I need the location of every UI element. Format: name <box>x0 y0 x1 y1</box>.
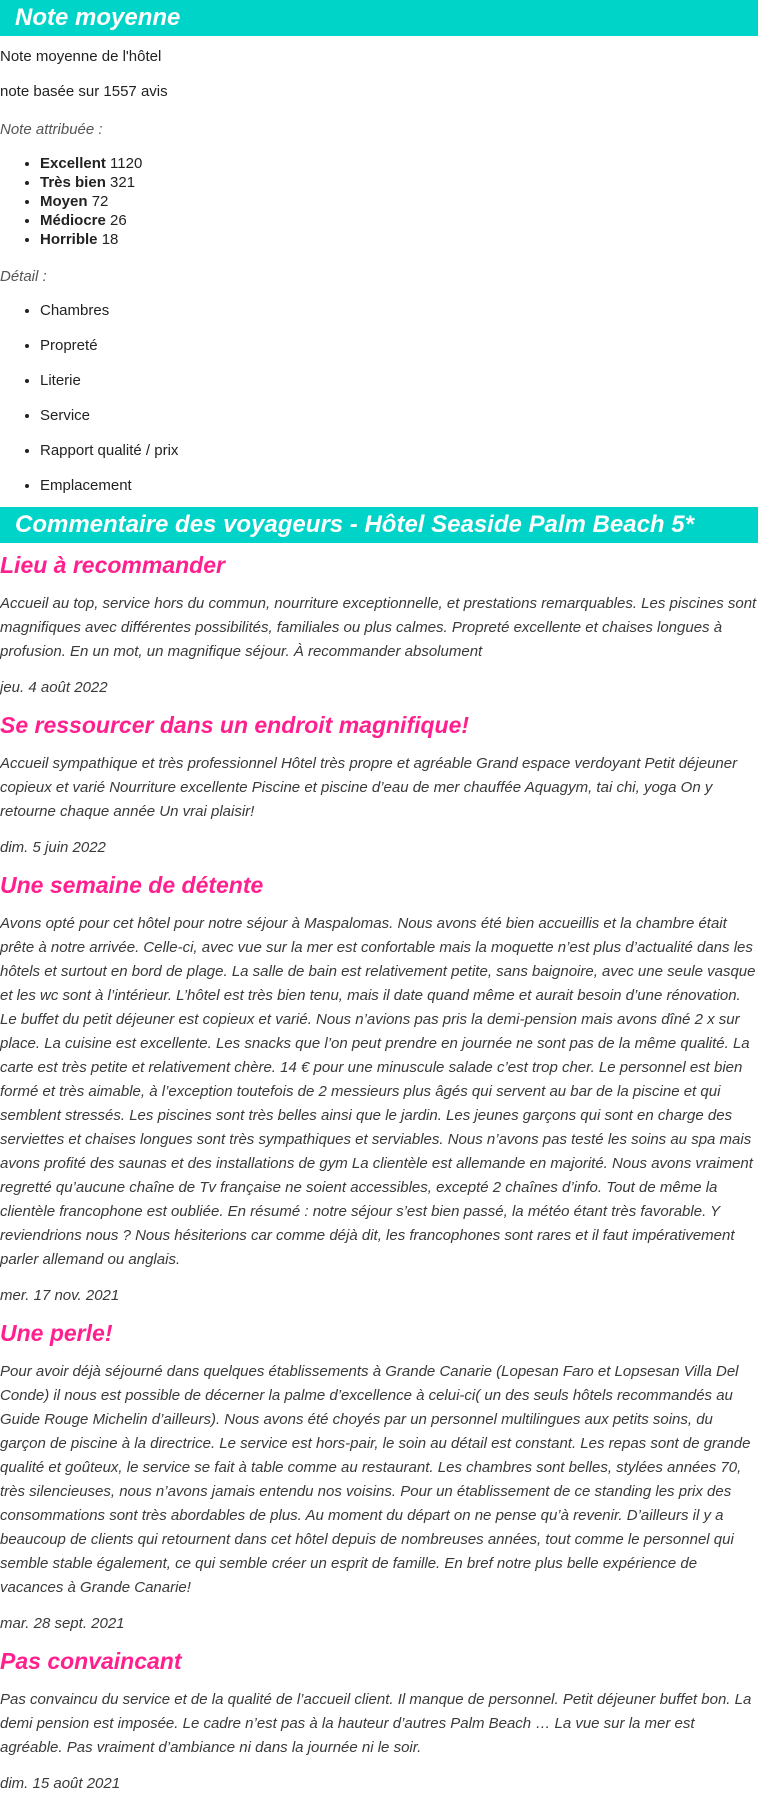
review-date: dim. 5 juin 2022 <box>0 839 106 856</box>
detail-item-chambres: • Chambres <box>40 301 758 321</box>
detail-item-service: • Service <box>40 406 758 426</box>
review <box>0 1318 758 1634</box>
review <box>0 1646 758 1794</box>
review-title: Se ressourcer dans un endroit magnifique! <box>0 712 470 738</box>
rating-label: Horrible <box>40 231 98 248</box>
review-body: Accueil sympathique et très professionnel Hôtel très propre et agréable Grand espace verdoyant Petit déjeuner copieux et varié Nourriture excellente Piscine et piscine d’eau de mer chauffée Aquagym, tai chi, yoga On y retourne chaque année Un vrai plaisir! <box>0 755 738 820</box>
review-body: Pas convaincu du service et de la qualité de l’accueil client. Il manque de personnel. Petit déjeuner buffet bon. La demi pension est imposée. Le cadre n’est pas à la hauteur d’autres Palm Beach … La vue sur la mer est agréable. Pas vraiment d’ambiance ni dans la journée ni le soir. <box>0 1691 752 1756</box>
review-title: Une perle! <box>0 1320 113 1346</box>
review-date: jeu. 4 août 2022 <box>0 679 108 696</box>
ratings-list <box>0 154 758 249</box>
rating-item-mediocre <box>40 211 758 230</box>
rating-count: 321 <box>110 174 136 191</box>
review-title: Lieu à recommander <box>0 552 225 578</box>
rating-label: Excellent <box>40 155 106 172</box>
rating-count: 18 <box>101 231 119 248</box>
review-body: Accueil au top, service hors du commun, nourriture exceptionnelle, et prestations remarquables. Les piscines sont magnifiques avec différentes possibilités, familiales ou plus calmes. Propreté excellente et chaises longues à profusion. En un mot, un magnifique séjour. À recommander absolument <box>0 595 757 660</box>
review-date: dim. 15 août 2021 <box>0 1775 121 1792</box>
rating-label: Très bien <box>40 174 106 191</box>
rating-basis: note basée sur 1557 avis <box>0 83 168 100</box>
rating-label: Médiocre <box>40 212 106 229</box>
review-body: Pour avoir déjà séjourné dans quelques établissements à Grande Canarie (Lopesan Faro et Lopsesan Villa Del Conde) il nous est possible de décerner la palme d’excellence à celui-ci( un des seuls hôtels recommandés au Guide Rouge Michelin d’ailleurs). Nous avons été choyés par un personnel multilingues aux petits soins, du garçon de piscine à la directrice. Le service est hors-pair, le soin au détail est constant. Les repas sont de grande qualité et goûteux, le service se fait à table comme au restaurant. Les chambres sont belles, stylées années 70, très silencieuses, nous n’avons jamais entendu nos voisins. Pour un établissement de ce standing les prix des consommations sont très abordables de plus. Au moment du départ on ne pense qu’à revenir. D’ailleurs il y a beaucoup de clients qui retournent dans cet hôtel depuis de nombreuses années, tout comme le personnel qui semble stable également, ce qui semble créer un esprit de famille. En bref notre plus belle expérience de vacances à Grande Canarie! <box>0 1363 751 1596</box>
reviews-section-header: Commentaire des voyageurs - Hôtel Seaside Palm Beach 5* <box>0 507 758 543</box>
rating-label: Moyen <box>40 193 88 210</box>
rating-count: 72 <box>91 193 109 210</box>
detail-item-literie: • Literie <box>40 371 758 391</box>
review <box>0 870 758 1306</box>
rating-section-header: Note moyenne <box>0 0 758 36</box>
review-date: mar. 28 sept. 2021 <box>0 1615 125 1632</box>
review-title: Pas convaincant <box>0 1648 182 1674</box>
rating-count: 26 <box>110 212 127 229</box>
detail-item-proprete: • Propreté <box>40 336 758 356</box>
rating-item-tres-bien <box>40 173 758 192</box>
review-date: mer. 17 nov. 2021 <box>0 1287 120 1304</box>
detail-item-rapport-qualite-prix: • Rapport qualité / prix <box>40 441 758 461</box>
rating-subtitle: Note moyenne de l'hôtel <box>0 48 162 65</box>
rating-item-moyen <box>40 192 758 211</box>
review-body: Avons opté pour cet hôtel pour notre séjour à Maspalomas. Nous avons été bien accueillis et la chambre était prête à notre arrivée. Celle-ci, avec vue sur la mer est confortable mais la moquette n’est plus d’actualité dans les hôtels et surtout en bord de plage. La salle de bain est relativement petite, sans baignoire, avec une seule vasque et les wc sont à l’intérieur. L’hôtel est très bien tenu, mais il date quand même et aurait besoin d’une rénovation. Le buffet du petit déjeuner est copieux et varié. Nous n’avions pas pris la demi-pension mais avons dîné 2 x sur place. La cuisine est excellente. Les snacks que l’on peut prendre en journée ne sont pas de la même qualité. La carte est très petite et relativement chère. 14 € pour une minuscule salade c’est trop cher. Le personnel est bien formé et très aimable, à l’exception toutefois de 2 messieurs plus âgés qui servent au bar de la piscine et qui semblent stressés. Les piscines sont très belles ainsi que le jardin. Les jeunes garçons qui sont en charge des serviettes et chaises longues sont très sympathiques et serviables. Nous n’avons pas testé les soins au spa mais avons profité des saunas et des installations de gym La clientèle est allemande en majorité. Nous avons vraiment regretté qu’aucune chaîne de Tv française ne soient accessibles, excepté 2 chaînes d’info. Tout de même la clientèle francophone est oubliée. En résumé : notre séjour s’est bien passé, la météo étant très favorable. Y reviendrions nous ? Nous hésiterions car comme déjà dit, les francophones sont rares et il faut impérativement parler allemand ou anglais. <box>0 915 756 1268</box>
detail-item-emplacement: • Emplacement <box>40 476 758 496</box>
rating-item-horrible <box>40 230 758 249</box>
detail-label: Détail : <box>0 268 47 285</box>
rating-count: 1120 <box>110 155 143 172</box>
rating-section <box>0 0 758 496</box>
review-title: Une semaine de détente <box>0 872 264 898</box>
reviews-section <box>0 507 758 1794</box>
review <box>0 550 758 698</box>
rating-item-excellent <box>40 154 758 173</box>
review <box>0 710 758 858</box>
details-list <box>0 301 758 496</box>
assigned-rating-label: Note attribuée : <box>0 121 103 138</box>
